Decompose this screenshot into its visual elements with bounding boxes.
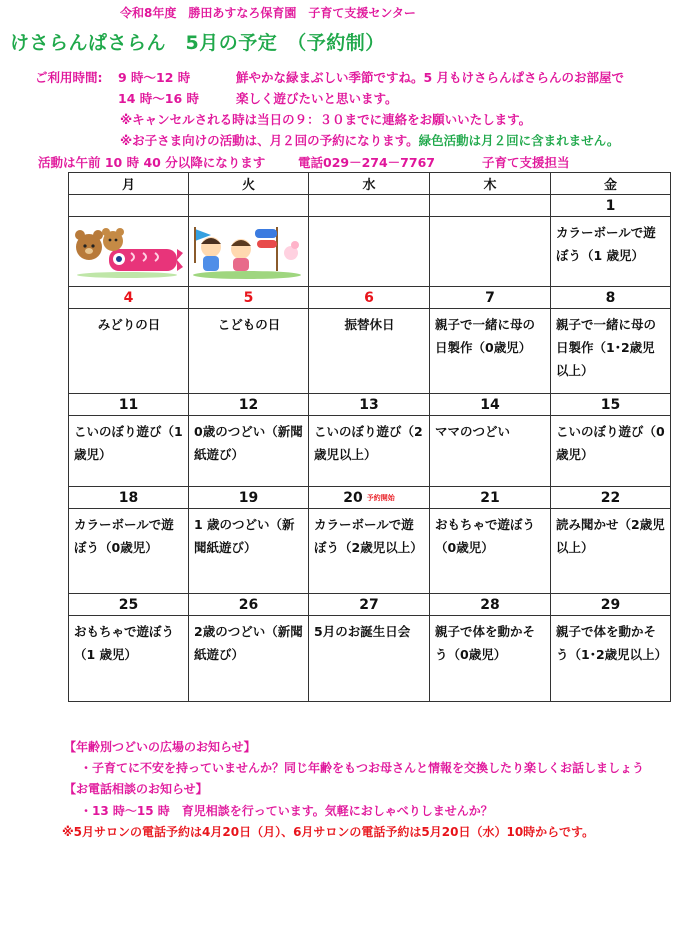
- hours-label: ご利用時間:: [35, 70, 103, 85]
- greeting-line-1: 鮮やかな緑まぶしい季節ですね。5 月もけさらんぱさらんのお部屋で: [236, 70, 625, 85]
- weekday-header: 水: [309, 173, 430, 195]
- date-cell: 19: [189, 487, 309, 509]
- date-cell: 28: [430, 594, 551, 616]
- illustration-cell: [189, 217, 309, 287]
- activity-note-green: 緑色活動は月２回に含まれません。: [418, 133, 620, 148]
- date-row: [69, 195, 671, 217]
- weekday-header: 金: [551, 173, 671, 195]
- date-cell: 1: [551, 195, 671, 217]
- event-cell: カラーボールで遊ぼう（1 歳児）: [551, 217, 671, 287]
- date-cell: [189, 195, 309, 217]
- date-row: [69, 594, 671, 616]
- date-cell: 7: [430, 287, 551, 309]
- date-cell: 15: [551, 394, 671, 416]
- cancel-note: ※キャンセルされる時は当日の９：３０までに連絡をお願いいたします。: [120, 112, 532, 127]
- date-cell: 29: [551, 594, 671, 616]
- weekday-header-row: [69, 173, 671, 195]
- date-cell: [430, 195, 551, 217]
- date-cell: [309, 195, 430, 217]
- age-gathering-heading: 【年齢別つどいの広場のお知らせ】: [64, 740, 256, 754]
- page-title: けさらんぱさらん 5月の予定 （予約制）: [10, 32, 385, 54]
- event-row: [69, 309, 671, 394]
- date-cell: 12: [189, 394, 309, 416]
- event-row: [69, 416, 671, 487]
- weekday-header: 月: [69, 173, 189, 195]
- date-cell: 25: [69, 594, 189, 616]
- koinobori-bears-illustration-icon: [71, 223, 183, 279]
- date-cell: [309, 487, 430, 509]
- event-row: [69, 509, 671, 594]
- salon-reservation-note: ※5月サロンの電話予約は4月20日（月）、6月サロンの電話予約は5月20日（水）10時からです。: [62, 825, 595, 839]
- date-cell: 14: [430, 394, 551, 416]
- event-cell: こいのぼり遊び（0歳児）: [551, 416, 671, 487]
- event-cell: 1 歳のつどい（新聞紙遊び）: [189, 509, 309, 594]
- date-cell: 11: [69, 394, 189, 416]
- illustration-cell: [69, 217, 189, 287]
- event-cell: 親子で一緒に母の日製作（1･2歳児以上）: [551, 309, 671, 394]
- date-cell: 22: [551, 487, 671, 509]
- phone-consult-text: ・13 時～15 時 育児相談を行っています。気軽におしゃべりしませんか？: [80, 804, 493, 818]
- greeting-line-2: 楽しく遊びたいと思います。: [236, 91, 398, 106]
- children-with-koinobori-illustration-icon: [191, 223, 303, 279]
- weekday-header: 木: [430, 173, 551, 195]
- activity-note-reservation: ※お子さま向けの活動は、月２回の予約になります。: [120, 133, 419, 148]
- event-row: [69, 217, 671, 287]
- event-cell: カラーボールで遊ぼう（2歳児以上）: [309, 509, 430, 594]
- date-cell: [69, 195, 189, 217]
- holiday-cell: みどりの日: [69, 309, 189, 394]
- date-cell: 8: [551, 287, 671, 309]
- holiday-cell: 振替休日: [309, 309, 430, 394]
- weekday-header: 火: [189, 173, 309, 195]
- event-cell: [430, 217, 551, 287]
- event-cell: 2歳のつどい（新聞紙遊び）: [189, 616, 309, 702]
- event-cell: カラーボールで遊ぼう（0歳児）: [69, 509, 189, 594]
- event-cell: 5月のお誕生日会: [309, 616, 430, 702]
- date-row: [69, 487, 671, 509]
- date-cell: 26: [189, 594, 309, 616]
- date-cell: 13: [309, 394, 430, 416]
- date-number: 20: [343, 489, 363, 506]
- event-row: [69, 616, 671, 702]
- date-cell-holiday: 6: [309, 287, 430, 309]
- event-cell: 0歳のつどい（新聞紙遊び）: [189, 416, 309, 487]
- event-cell: おもちゃで遊ぼう（0歳児）: [430, 509, 551, 594]
- date-cell: 21: [430, 487, 551, 509]
- event-cell: 親子で一緒に母の日製作（0歳児）: [430, 309, 551, 394]
- phone-number: 電話029－274－7767: [298, 155, 435, 170]
- activity-note: [120, 131, 619, 149]
- activity-time: 活動は午前 10 時 40 分以降になります: [38, 155, 266, 170]
- hours-morning: 9 時～12 時: [118, 70, 191, 85]
- green-activity-cell: ママのつどい: [430, 416, 551, 487]
- event-cell: こいのぼり遊び（1 歳児）: [69, 416, 189, 487]
- event-cell: 親子で体を動かそう（0歳児）: [430, 616, 551, 702]
- center-name: 令和8年度 勝田あすなろ保育園 子育て支援センター: [120, 6, 416, 20]
- age-gathering-text: ・子育てに不安を持っていませんか？同じ年齢をもつお母さんと情報を交換したり楽しくお話しましょう: [80, 761, 645, 775]
- date-cell: 27: [309, 594, 430, 616]
- reservation-start-tag: 予約開始: [366, 493, 395, 502]
- event-cell: こいのぼり遊び（2歳児以上）: [309, 416, 430, 487]
- holiday-cell: こどもの日: [189, 309, 309, 394]
- event-cell: おもちゃで遊ぼう（1 歳児）: [69, 616, 189, 702]
- date-cell: 18: [69, 487, 189, 509]
- contact-person: 子育て支援担当: [482, 155, 570, 170]
- phone-consult-heading: 【お電話相談のお知らせ】: [64, 782, 208, 796]
- event-cell: 読み聞かせ（2歳児以上）: [551, 509, 671, 594]
- hours-afternoon: 14 時～16 時: [118, 91, 199, 106]
- date-cell-holiday: 5: [189, 287, 309, 309]
- date-row: [69, 394, 671, 416]
- date-row: [69, 287, 671, 309]
- calendar-table: [68, 172, 671, 702]
- event-cell: [309, 217, 430, 287]
- date-cell-holiday: 4: [69, 287, 189, 309]
- event-cell: 親子で体を動かそう（1･2歳児以上）: [551, 616, 671, 702]
